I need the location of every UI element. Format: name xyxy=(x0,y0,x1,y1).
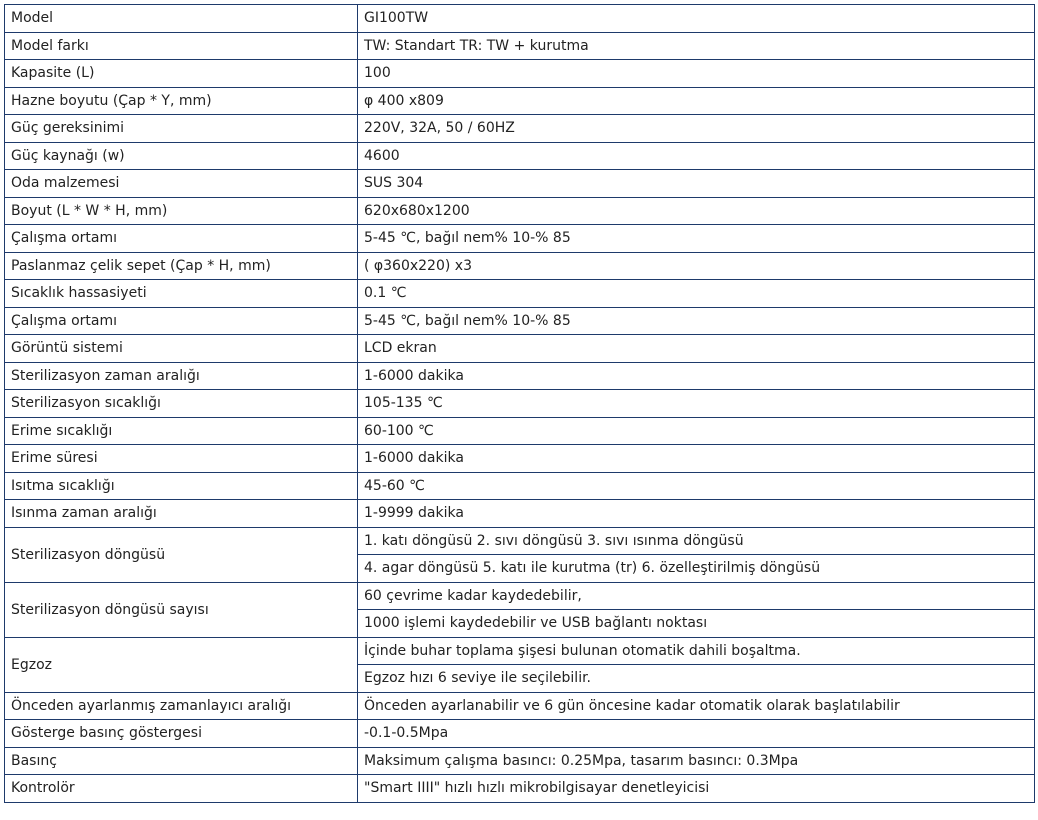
spec-label: Çalışma ortamı xyxy=(5,225,358,253)
spec-value: 1. katı döngüsü 2. sıvı döngüsü 3. sıvı ısınma döngüsü xyxy=(358,527,1035,555)
spec-label: Isıtma sıcaklığı xyxy=(5,472,358,500)
spec-label: Görüntü sistemi xyxy=(5,335,358,363)
spec-value: 4. agar döngüsü 5. katı ile kurutma (tr) 6. özelleştirilmiş döngüsü xyxy=(358,555,1035,583)
spec-label: Güç gereksinimi xyxy=(5,115,358,143)
spec-label: Model farkı xyxy=(5,32,358,60)
table-row xyxy=(5,32,1035,60)
spec-label: Sıcaklık hassasiyeti xyxy=(5,280,358,308)
spec-label: Basınç xyxy=(5,747,358,775)
spec-value: 1-6000 dakika xyxy=(358,445,1035,473)
spec-table xyxy=(4,4,1035,803)
spec-value: 60 çevrime kadar kaydedebilir, xyxy=(358,582,1035,610)
spec-value: 1-6000 dakika xyxy=(358,362,1035,390)
spec-label: Sterilizasyon döngüsü sayısı xyxy=(5,582,358,637)
table-row xyxy=(5,527,1035,555)
spec-label: Model xyxy=(5,5,358,33)
spec-value: 100 xyxy=(358,60,1035,88)
spec-value: SUS 304 xyxy=(358,170,1035,198)
table-row xyxy=(5,692,1035,720)
spec-value: 5-45 ℃, bağıl nem% 10-% 85 xyxy=(358,307,1035,335)
spec-label: Sterilizasyon sıcaklığı xyxy=(5,390,358,418)
spec-label: Sterilizasyon döngüsü xyxy=(5,527,358,582)
spec-value: Maksimum çalışma basıncı: 0.25Mpa, tasarım basıncı: 0.3Mpa xyxy=(358,747,1035,775)
spec-table-body xyxy=(5,5,1035,803)
table-row xyxy=(5,390,1035,418)
spec-label: Erime sıcaklığı xyxy=(5,417,358,445)
spec-label: Boyut (L * W * H, mm) xyxy=(5,197,358,225)
spec-value: GI100TW xyxy=(358,5,1035,33)
table-row xyxy=(5,747,1035,775)
spec-value: LCD ekran xyxy=(358,335,1035,363)
spec-value: ( φ360x220) x3 xyxy=(358,252,1035,280)
spec-value: 45-60 ℃ xyxy=(358,472,1035,500)
table-row xyxy=(5,307,1035,335)
spec-label: Kontrolör xyxy=(5,775,358,803)
spec-value: -0.1-0.5Mpa xyxy=(358,720,1035,748)
spec-value: "Smart IIII" hızlı hızlı mikrobilgisayar denetleyicisi xyxy=(358,775,1035,803)
spec-value: TW: Standart TR: TW + kurutma xyxy=(358,32,1035,60)
table-row xyxy=(5,60,1035,88)
table-row xyxy=(5,720,1035,748)
spec-value: φ 400 x809 xyxy=(358,87,1035,115)
spec-value: 0.1 ℃ xyxy=(358,280,1035,308)
spec-value: 4600 xyxy=(358,142,1035,170)
spec-label: Gösterge basınç göstergesi xyxy=(5,720,358,748)
table-row xyxy=(5,225,1035,253)
spec-value: 5-45 ℃, bağıl nem% 10-% 85 xyxy=(358,225,1035,253)
spec-label: Oda malzemesi xyxy=(5,170,358,198)
spec-value: Önceden ayarlanabilir ve 6 gün öncesine kadar otomatik olarak başlatılabilir xyxy=(358,692,1035,720)
table-row xyxy=(5,142,1035,170)
spec-label: Çalışma ortamı xyxy=(5,307,358,335)
table-row xyxy=(5,775,1035,803)
spec-value: 1000 işlemi kaydedebilir ve USB bağlantı noktası xyxy=(358,610,1035,638)
table-row xyxy=(5,472,1035,500)
table-row xyxy=(5,280,1035,308)
spec-value: 105-135 ℃ xyxy=(358,390,1035,418)
spec-value: 220V, 32A, 50 / 60HZ xyxy=(358,115,1035,143)
table-row xyxy=(5,335,1035,363)
table-row xyxy=(5,252,1035,280)
spec-label: Güç kaynağı (w) xyxy=(5,142,358,170)
table-row xyxy=(5,445,1035,473)
table-row xyxy=(5,170,1035,198)
spec-value: Egzoz hızı 6 seviye ile seçilebilir. xyxy=(358,665,1035,693)
table-row xyxy=(5,417,1035,445)
table-row xyxy=(5,115,1035,143)
spec-label: Hazne boyutu (Çap * Y, mm) xyxy=(5,87,358,115)
table-row xyxy=(5,5,1035,33)
spec-value: 1-9999 dakika xyxy=(358,500,1035,528)
table-row xyxy=(5,362,1035,390)
spec-value: İçinde buhar toplama şişesi bulunan otomatik dahili boşaltma. xyxy=(358,637,1035,665)
table-row xyxy=(5,637,1035,665)
spec-label: Isınma zaman aralığı xyxy=(5,500,358,528)
spec-value: 620x680x1200 xyxy=(358,197,1035,225)
spec-label: Egzoz xyxy=(5,637,358,692)
spec-label: Paslanmaz çelik sepet (Çap * H, mm) xyxy=(5,252,358,280)
spec-label: Önceden ayarlanmış zamanlayıcı aralığı xyxy=(5,692,358,720)
table-row xyxy=(5,582,1035,610)
spec-label: Erime süresi xyxy=(5,445,358,473)
table-row xyxy=(5,87,1035,115)
table-row xyxy=(5,197,1035,225)
spec-value: 60-100 ℃ xyxy=(358,417,1035,445)
spec-label: Kapasite (L) xyxy=(5,60,358,88)
table-row xyxy=(5,500,1035,528)
spec-label: Sterilizasyon zaman aralığı xyxy=(5,362,358,390)
